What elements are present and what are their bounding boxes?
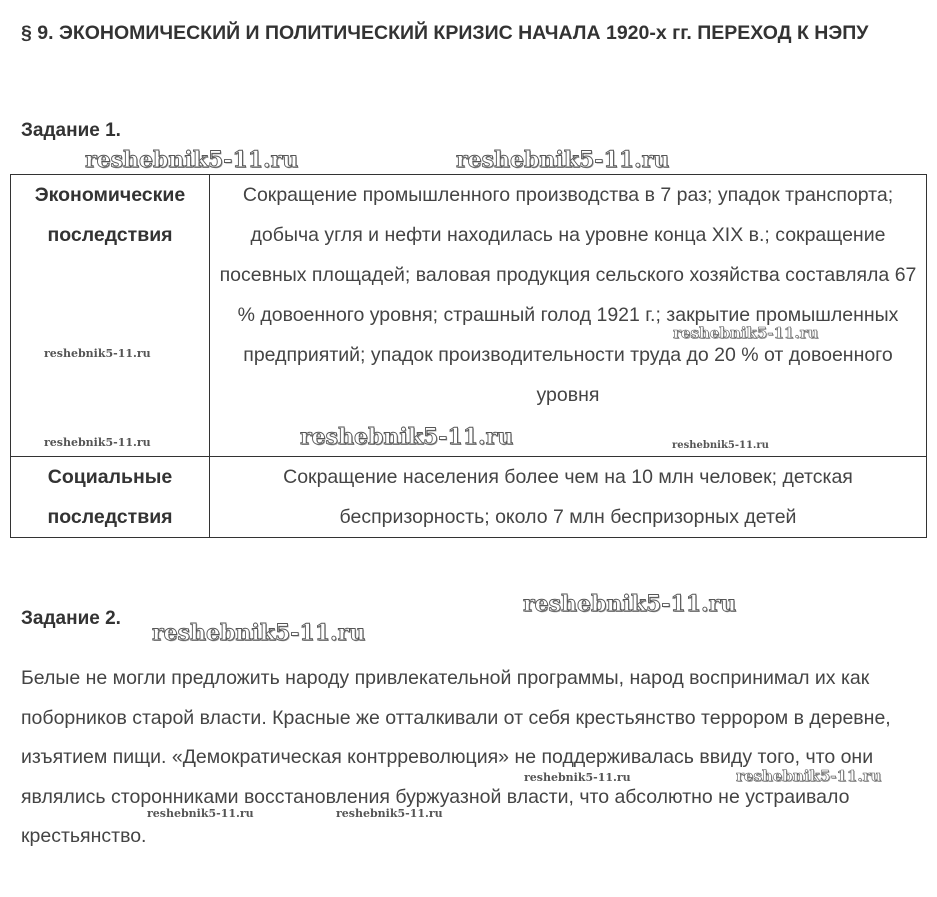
table-row: [11, 457, 927, 538]
task-2-heading: Задание 2.: [21, 608, 121, 629]
task-2-answer: Белые не могли предложить народу привлекательной программы, народ воспринимал их как поборников старой власти. Красные же отталкивали от себя крестьянство террором в деревне, изъятием пищи. «Демократическая контрреволюция» не поддерживалась ввиду того, что они являлись сторонниками восстановления буржуазной власти, что абсолютно не устраивало крестьянство.: [21, 667, 891, 847]
watermark: reshebnik5-11.ru: [456, 147, 670, 173]
table-row: [11, 175, 927, 457]
watermark: reshebnik5-11.ru: [152, 620, 366, 646]
row-label-economic: Экономические последствия: [11, 175, 210, 457]
watermark: reshebnik5-11.ru: [44, 347, 151, 360]
watermark: reshebnik5-11.ru: [524, 771, 631, 784]
watermark: reshebnik5-11.ru: [85, 147, 299, 173]
watermark: reshebnik5-11.ru: [523, 591, 737, 617]
row-label-social: Социальные последствия: [11, 457, 210, 538]
watermark: reshebnik5-11.ru: [147, 807, 254, 820]
watermark: reshebnik5-11.ru: [673, 324, 819, 342]
watermark: reshebnik5-11.ru: [672, 440, 769, 451]
row-text-social: Сокращение населения более чем на 10 млн человек; детская беспризорность; около 7 млн беспризорных детей: [210, 457, 927, 538]
watermark: reshebnik5-11.ru: [300, 424, 514, 450]
watermark: reshebnik5-11.ru: [44, 436, 151, 449]
consequences-table: [10, 174, 927, 538]
watermark: reshebnik5-11.ru: [336, 807, 443, 820]
task-1-heading: Задание 1.: [21, 120, 121, 141]
row-text-economic: Сокращение промышленного производства в 7 раз; упадок транспорта; добыча угля и нефти находилась на уровне конца XIX в.; сокращение посевных площадей; валовая продукция сельского хозяйства составляла 67 % довоенного уровня; страшный голод 1921 г.; закрытие промышленных предприятий; упадок производительности труда до 20 % от довоенного уровня: [210, 175, 927, 457]
page-title: § 9. ЭКОНОМИЧЕСКИЙ И ПОЛИТИЧЕСКИЙ КРИЗИС НАЧАЛА 1920-х гг. ПЕРЕХОД К НЭПУ: [21, 22, 869, 44]
watermark: reshebnik5-11.ru: [736, 767, 882, 785]
